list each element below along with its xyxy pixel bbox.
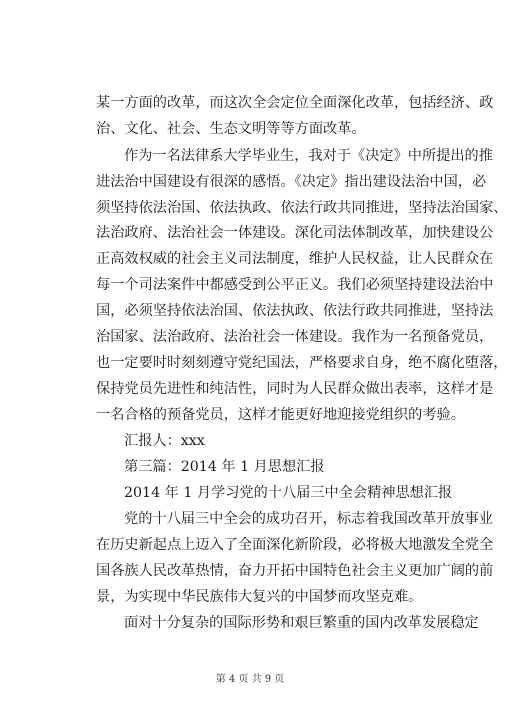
text-line: 每一个司法案件中都感受到公平正义。我们必须坚持建设法治中	[96, 277, 494, 293]
text-line: 治国家、法治政府、法治社会一体建设。我作为一名预备党员，	[96, 329, 494, 345]
report-title: 2014 年 1 月学习党的十八届三中全会精神思想汇报	[124, 485, 453, 501]
text-line: 法治政府、法治社会一体建设。深化司法体制改革，加快建设公	[96, 225, 494, 241]
text-line: 党的十八届三中全会的成功召开，标志着我国改革开放事业	[124, 511, 493, 527]
reporter-line: 汇报人：xxx	[124, 433, 205, 449]
section-heading: 第三篇：2014 年 1 月思想汇报	[124, 459, 325, 475]
text-line: 进法治中国建设有很深的感悟。《决定》指出建设法治中国，必	[96, 174, 487, 190]
text-line: 须坚持依法治国、依法执政、依法行政共同推进，坚持法治国家、	[96, 200, 507, 216]
text-line: 某一方面的改革，而这次全会定位全面深化改革，包括经济、政	[96, 95, 494, 111]
text-line: 一名合格的预备党员，这样才能更好地迎接党组织的考验。	[96, 407, 465, 423]
text-line: 景，为实现中华民族伟大复兴的中国梦而攻坚克难。	[96, 589, 423, 605]
text-line: 治、文化、社会、生态文明等等方面改革。	[96, 121, 366, 137]
text-line: 面对十分复杂的国际形势和艰巨繁重的国内改革发展稳定	[124, 615, 479, 631]
text-line: 在历史新起点上迈入了全面深化新阶段，必将极大地激发全党全	[96, 537, 494, 553]
text-line: 正高效权威的社会主义司法制度，维护人民权益，让人民群众在	[96, 251, 494, 267]
text-line: 国各族人民改革热情，奋力开拓中国特色社会主义更加广阔的前	[96, 563, 494, 579]
text-line: 也一定要时时刻刻遵守党纪国法，严格要求自身，绝不腐化堕落，	[96, 355, 507, 371]
text-line: 国，必须坚持依法治国、依法执政、依法行政共同推进，坚持法	[96, 303, 494, 319]
text-line: 保持党员先进性和纯洁性，同时为人民群众做出表率，这样才是	[96, 381, 494, 397]
page-footer: 第 4 页 共 9 页	[215, 674, 285, 685]
text-line: 作为一名法律系大学毕业生，我对于《决定》中所提出的推	[124, 148, 493, 164]
